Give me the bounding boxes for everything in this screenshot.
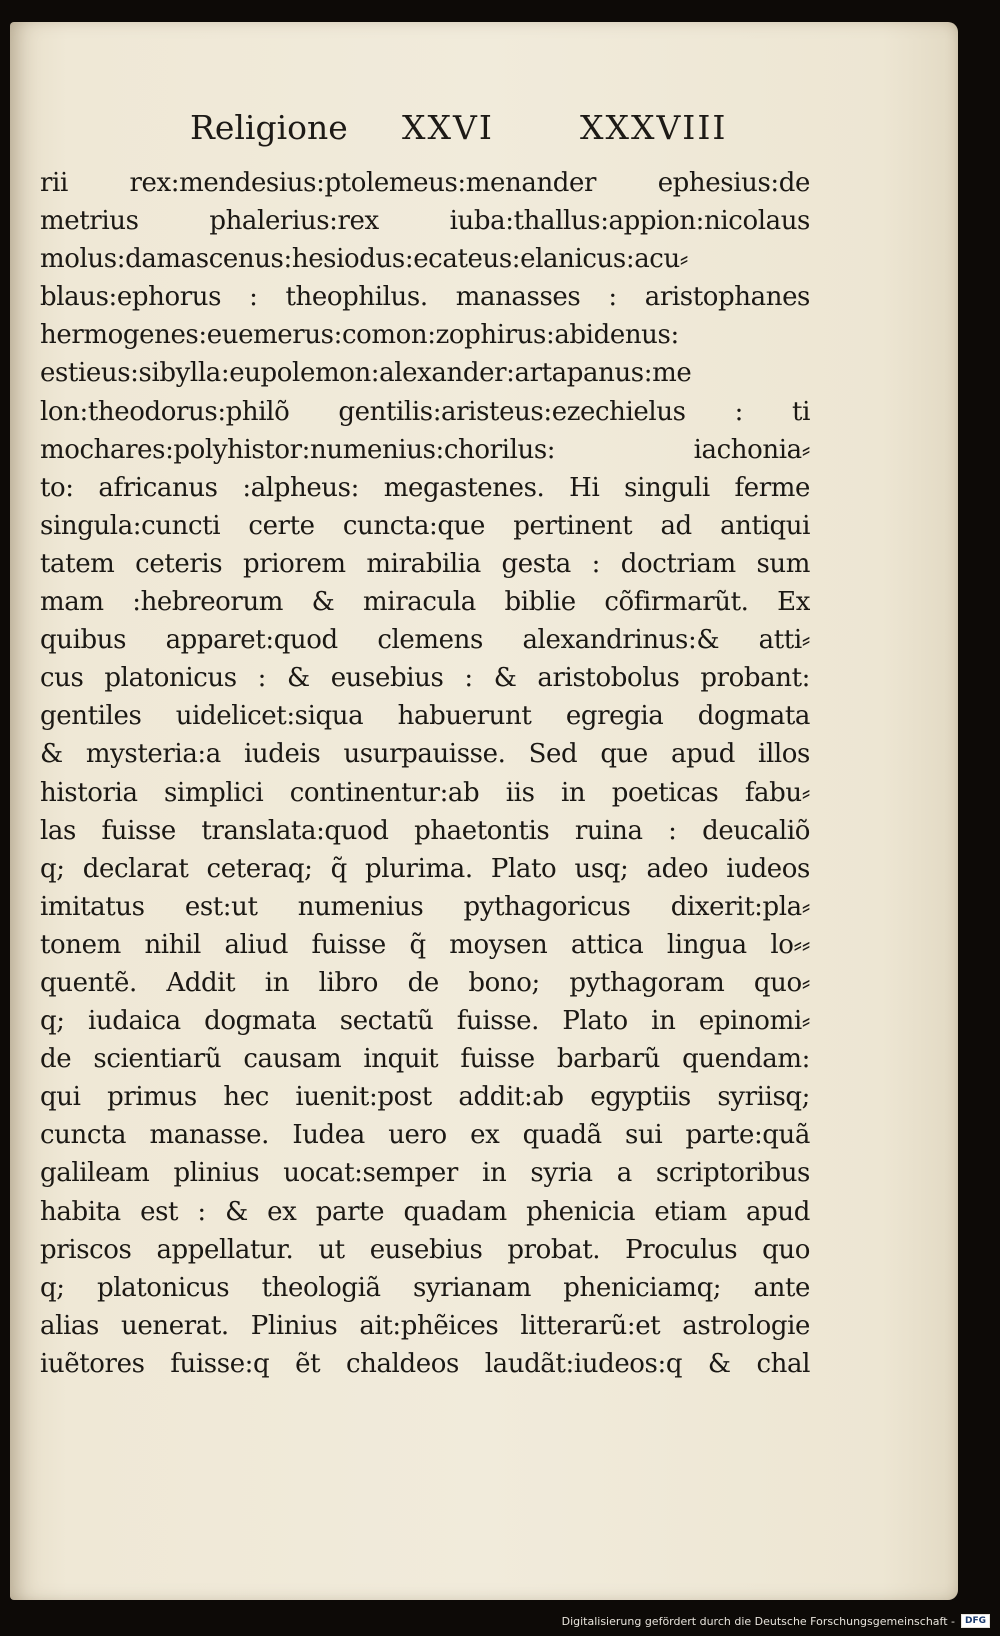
dfg-logo-icon: DFG <box>961 1614 990 1628</box>
book-page <box>10 22 958 1600</box>
text-line: mochares:polyhistor:numenius:chorilus: iachonia⸗ <box>40 434 810 465</box>
credit-text: Digitalisierung gefördert durch die Deutsche Forschungsgemeinschaft - <box>561 1614 955 1628</box>
text-line: imitatus est:ut numenius pythagoricus dixerit:pla⸗ <box>40 891 810 922</box>
text-line: blaus:ephorus : theophilus. manasses : aristophanes <box>40 282 810 313</box>
text-line: cus platonicus : & eusebius : & aristobolus probant: <box>40 663 810 694</box>
text-line: lon:theodorus:philõ gentilis:aristeus:ezechielus : ti <box>40 396 810 427</box>
text-line: q; declarat ceteraq; q̃ plurima. Plato usq; adeo iudeos <box>40 853 810 884</box>
right-folio-numeral: XXXVIII <box>580 108 728 147</box>
left-folio-numeral: XXVI <box>402 108 494 147</box>
page-header <box>10 108 958 156</box>
text-line: rii rex:mendesius:ptolemeus:menander ephesius:de <box>40 168 810 198</box>
text-line: gentiles uidelicet:siqua habuerunt egregia dogmata <box>40 701 810 732</box>
text-line: historia simplici continentur:ab iis in poeticas fabu⸗ <box>40 777 810 808</box>
text-line: & mysteria:a iudeis usurpauisse. Sed que apud illos <box>40 739 810 770</box>
text-line: iuẽtores fuisse:q ẽt chaldeos laudãt:iudeos:q & chal <box>40 1348 810 1379</box>
text-line: tatem ceteris priorem mirabilia gesta : doctriam sum <box>40 548 810 579</box>
text-line: de scientiarũ causam inquit fuisse barbarũ quendam: <box>40 1044 810 1075</box>
text-line: singula:cuncti certe cuncta:que pertinent ad antiqui <box>40 510 810 541</box>
text-line: tonem nihil aliud fuisse q̃ moysen attica lingua lo⸗⸗ <box>40 929 810 960</box>
text-line: galileam plinius uocat:semper in syria a scriptoribus <box>40 1158 810 1189</box>
text-line: molus:damascenus:hesiodus:ecateus:elanicus:acu⸗ <box>40 244 689 275</box>
text-line: quentẽ. Addit in libro de bono; pythagoram quo⸗ <box>40 967 810 998</box>
body-text <box>40 164 810 1383</box>
digitization-credit <box>562 1614 990 1628</box>
text-line: las fuisse translata:quod phaetontis ruina : deucaliõ <box>40 815 810 846</box>
text-line: quibus apparet:quod clemens alexandrinus:& atti⸗ <box>40 625 810 656</box>
text-line: cuncta manasse. Iudea uero ex quadã sui parte:quã <box>40 1120 810 1151</box>
text-line: estieus:sibylla:eupolemon:alexander:artapanus:me <box>40 358 692 389</box>
text-line: hermogenes:euemerus:comon:zophirus:abidenus: <box>40 320 679 351</box>
text-line: alias uenerat. Plinius ait:phẽices litterarũ:et astrologie <box>40 1310 810 1341</box>
text-line: q; iudaica dogmata sectatũ fuisse. Plato in epinomi⸗ <box>40 1006 810 1037</box>
text-line: mam :hebreorum & miracula biblie cõfirmarũt. Ex <box>40 587 810 618</box>
text-line: q; platonicus theologiã syrianam pheniciamq; ante <box>40 1272 810 1303</box>
text-line: to: africanus :alpheus: megastenes. Hi singuli ferme <box>40 472 810 503</box>
text-line: qui primus hec iuenit:post addit:ab egyptiis syriisq; <box>40 1082 810 1113</box>
text-line: habita est : & ex parte quadam phenicia etiam apud <box>40 1196 810 1227</box>
text-line: metrius phalerius:rex iuba:thallus:appion:nicolaus <box>40 206 810 237</box>
running-title: Religione <box>190 108 348 147</box>
text-line: priscos appellatur. ut eusebius probat. Proculus quo <box>40 1234 810 1265</box>
